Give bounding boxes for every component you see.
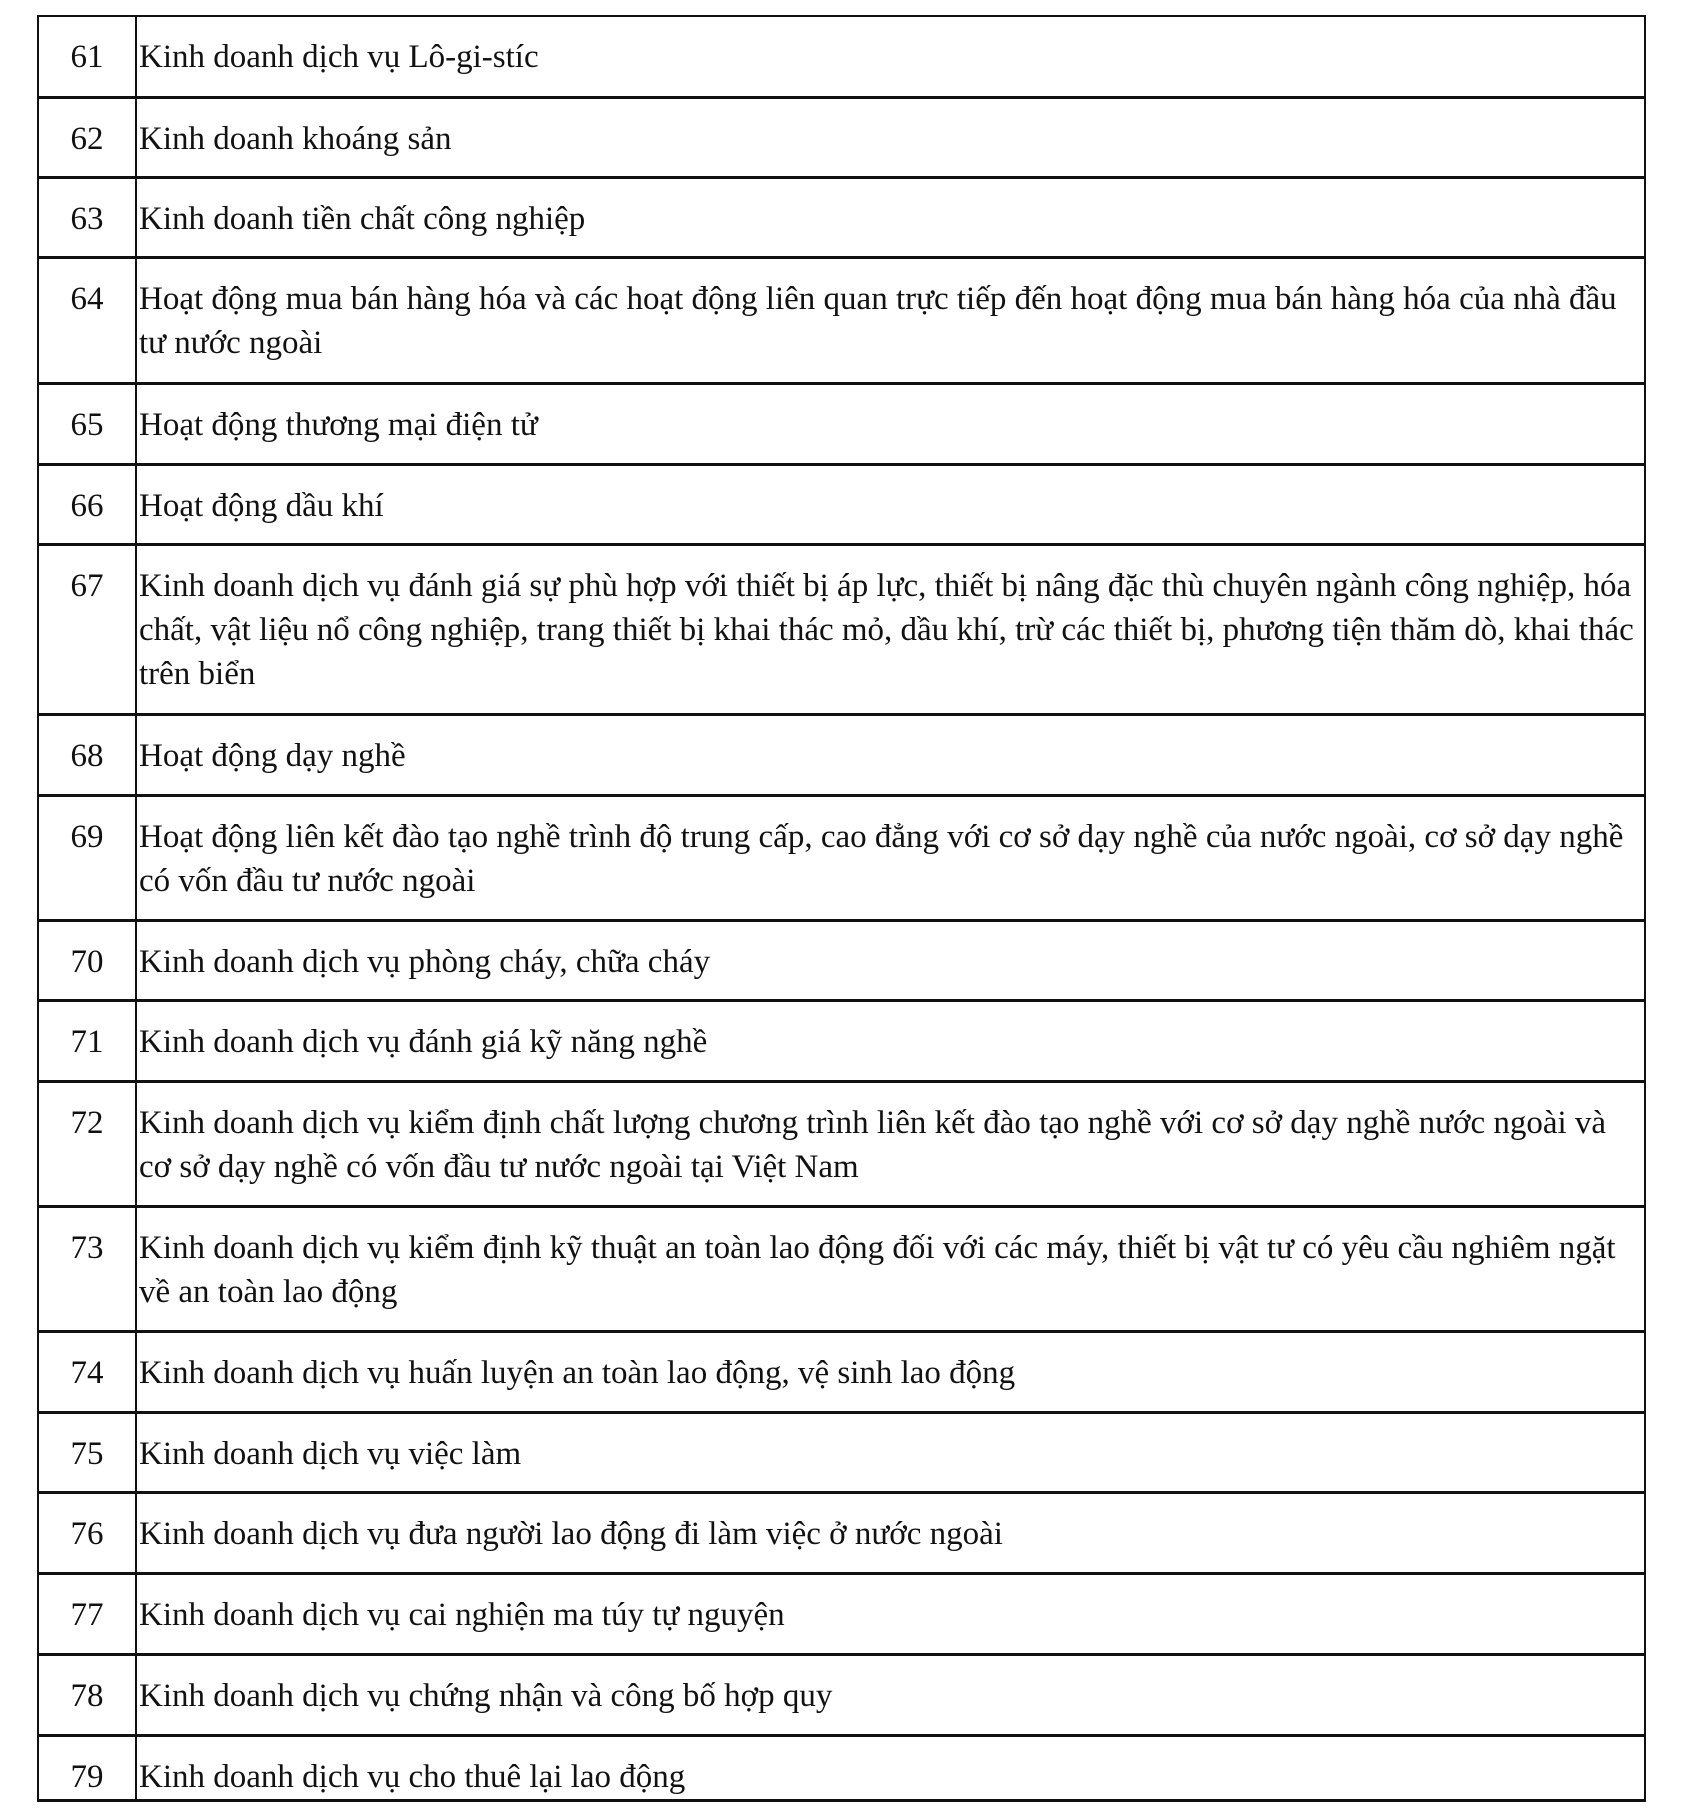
row-number: 66 <box>38 464 136 544</box>
row-description: Kinh doanh dịch vụ Lô-gi-stíc <box>136 16 1645 97</box>
table-row <box>38 97 1645 177</box>
table-row <box>38 464 1645 544</box>
table-row <box>38 16 1645 97</box>
business-lines-table <box>37 15 1646 1802</box>
row-description: Kinh doanh dịch vụ chứng nhận và công bố hợp quy <box>136 1654 1645 1735</box>
row-description: Kinh doanh dịch vụ đánh giá kỹ năng nghề <box>136 1000 1645 1081</box>
table-row <box>38 544 1645 714</box>
table-row <box>38 257 1645 383</box>
row-number: 64 <box>38 257 136 383</box>
row-description: Hoạt động dạy nghề <box>136 714 1645 795</box>
row-description: Hoạt động mua bán hàng hóa và các hoạt động liên quan trực tiếp đến hoạt động mua bán hàng hóa của nhà đầu tư nước ngoài <box>136 257 1645 383</box>
row-number: 78 <box>38 1654 136 1735</box>
row-number: 74 <box>38 1331 136 1412</box>
table-row <box>38 1735 1645 1800</box>
row-number: 75 <box>38 1412 136 1492</box>
row-description: Kinh doanh dịch vụ đưa người lao động đi làm việc ở nước ngoài <box>136 1492 1645 1573</box>
table-row <box>38 1573 1645 1654</box>
row-description: Kinh doanh dịch vụ việc làm <box>136 1412 1645 1492</box>
table-row <box>38 1206 1645 1331</box>
row-description: Kinh doanh khoáng sản <box>136 97 1645 177</box>
row-number: 77 <box>38 1573 136 1654</box>
table-row <box>38 1412 1645 1492</box>
row-description: Kinh doanh tiền chất công nghiệp <box>136 177 1645 257</box>
row-number: 68 <box>38 714 136 795</box>
table-row <box>38 1331 1645 1412</box>
row-description: Kinh doanh dịch vụ cho thuê lại lao động <box>136 1735 1645 1800</box>
row-number: 65 <box>38 383 136 464</box>
row-description: Kinh doanh dịch vụ đánh giá sự phù hợp với thiết bị áp lực, thiết bị nâng đặc thù chuyên ngành công nghiệp, hóa chất, vật liệu nổ công nghiệp, trang thiết bị khai thác mỏ, dầu khí, trừ các thiết bị, phương tiện thăm dò, khai thác trên biển <box>136 544 1645 714</box>
row-number: 72 <box>38 1081 136 1206</box>
table-row <box>38 795 1645 920</box>
row-description: Kinh doanh dịch vụ kiểm định kỹ thuật an toàn lao động đối với các máy, thiết bị vật tư có yêu cầu nghiêm ngặt về an toàn lao động <box>136 1206 1645 1331</box>
row-number: 76 <box>38 1492 136 1573</box>
table-row <box>38 177 1645 257</box>
row-number: 79 <box>38 1735 136 1800</box>
row-number: 61 <box>38 16 136 97</box>
row-description: Kinh doanh dịch vụ cai nghiện ma túy tự nguyện <box>136 1573 1645 1654</box>
row-description: Hoạt động liên kết đào tạo nghề trình độ trung cấp, cao đẳng với cơ sở dạy nghề của nước ngoài, cơ sở dạy nghề có vốn đầu tư nước ngoài <box>136 795 1645 920</box>
table-row <box>38 383 1645 464</box>
table-row <box>38 1492 1645 1573</box>
table-row <box>38 714 1645 795</box>
row-number: 71 <box>38 1000 136 1081</box>
table-row <box>38 920 1645 1000</box>
table-row <box>38 1000 1645 1081</box>
row-number: 62 <box>38 97 136 177</box>
row-description: Hoạt động thương mại điện tử <box>136 383 1645 464</box>
row-number: 63 <box>38 177 136 257</box>
row-description: Kinh doanh dịch vụ phòng cháy, chữa cháy <box>136 920 1645 1000</box>
row-description: Hoạt động dầu khí <box>136 464 1645 544</box>
row-description: Kinh doanh dịch vụ kiểm định chất lượng chương trình liên kết đào tạo nghề với cơ sở dạy nghề nước ngoài và cơ sở dạy nghề có vốn đầu tư nước ngoài tại Việt Nam <box>136 1081 1645 1206</box>
table-row <box>38 1081 1645 1206</box>
row-number: 70 <box>38 920 136 1000</box>
row-description: Kinh doanh dịch vụ huấn luyện an toàn lao động, vệ sinh lao động <box>136 1331 1645 1412</box>
table-row <box>38 1654 1645 1735</box>
row-number: 73 <box>38 1206 136 1331</box>
row-number: 69 <box>38 795 136 920</box>
row-number: 67 <box>38 544 136 714</box>
